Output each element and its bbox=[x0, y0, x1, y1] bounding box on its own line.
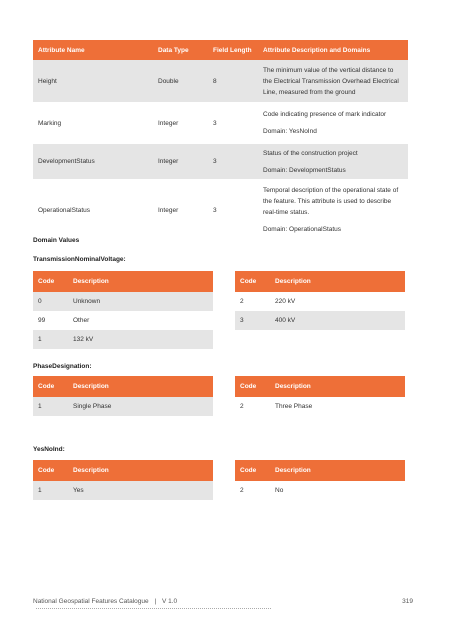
description-cell: Yes bbox=[68, 481, 213, 500]
voltage-heading: TransmissionNominalVoltage: bbox=[33, 256, 126, 263]
table-row bbox=[33, 179, 408, 241]
description-cell: 132 kV bbox=[68, 330, 213, 349]
yesno-table-right bbox=[235, 460, 405, 500]
table-row bbox=[235, 292, 405, 311]
attribute-table-header bbox=[33, 40, 408, 60]
domain-line: Domain: DevelopmentStatus bbox=[263, 166, 346, 174]
table-row bbox=[235, 481, 405, 500]
code-cell: 0 bbox=[33, 292, 68, 311]
attribute-description bbox=[258, 102, 408, 144]
code-header: Code bbox=[33, 376, 68, 397]
field-length: 8 bbox=[208, 60, 258, 102]
description-header: Description bbox=[68, 460, 213, 481]
footer-dotted-leader bbox=[36, 608, 271, 609]
attribute-name: OperationalStatus bbox=[38, 206, 91, 214]
footer-version: V 1.0 bbox=[161, 598, 178, 605]
description-cell: Three Phase bbox=[275, 403, 313, 410]
code-cell: 3 bbox=[235, 311, 270, 330]
field-length: 3 bbox=[213, 119, 217, 127]
data-type: Integer bbox=[153, 144, 208, 179]
attribute-description bbox=[258, 144, 408, 179]
table-row bbox=[235, 397, 405, 416]
code-cell: 2 bbox=[240, 403, 244, 410]
voltage-table-left bbox=[33, 271, 213, 349]
voltage-table-right bbox=[235, 271, 405, 330]
description-cell: Unknown bbox=[68, 292, 213, 311]
field-length: 3 bbox=[213, 206, 217, 214]
description-line: Status of the construction project bbox=[263, 149, 358, 157]
table-row bbox=[33, 311, 213, 330]
header-description: Attribute Description and Domains bbox=[258, 40, 408, 60]
table-row bbox=[235, 311, 405, 330]
description-line: Temporal description of the operational state of the feature. This attribute is used to describe real-time status. bbox=[263, 187, 399, 216]
domain-line: Domain: OperationalStatus bbox=[263, 226, 342, 233]
code-header: Code bbox=[235, 271, 270, 292]
table-row bbox=[33, 330, 213, 349]
attribute-name: Marking bbox=[38, 119, 62, 127]
phase-heading: PhaseDesignation: bbox=[33, 363, 92, 370]
code-cell: 1 bbox=[33, 397, 68, 416]
field-length: 3 bbox=[208, 144, 258, 179]
table-row bbox=[33, 481, 213, 500]
domain-line: Domain: YesNoInd bbox=[263, 128, 317, 135]
table-row bbox=[33, 397, 213, 416]
code-cell: 1 bbox=[33, 481, 68, 500]
attribute-name: DevelopmentStatus bbox=[33, 144, 153, 179]
yesno-table-left bbox=[33, 460, 213, 500]
description-header: Description bbox=[270, 271, 405, 292]
attribute-description: The minimum value of the vertical distance to the Electrical Transmission Overhead Electrical Line, measured from the ground bbox=[258, 60, 408, 102]
code-header: Code bbox=[33, 460, 68, 481]
phase-table-right bbox=[235, 376, 405, 416]
code-cell: 99 bbox=[38, 317, 46, 324]
description-cell: 220 kV bbox=[275, 298, 296, 305]
code-cell: 1 bbox=[33, 330, 68, 349]
description-header: Description bbox=[68, 271, 213, 292]
code-header: Code bbox=[235, 376, 270, 397]
code-cell: 2 bbox=[240, 298, 244, 305]
data-type: Integer bbox=[158, 206, 179, 214]
header-attribute-name: Attribute Name bbox=[33, 40, 153, 60]
code-header: Code bbox=[235, 460, 270, 481]
footer-separator: | bbox=[154, 598, 157, 605]
table-row bbox=[33, 292, 213, 311]
description-header: Description bbox=[270, 376, 405, 397]
table-row bbox=[33, 60, 408, 102]
attribute-description bbox=[258, 179, 408, 241]
data-type: Integer bbox=[158, 119, 179, 127]
yesno-heading: YesNoInd: bbox=[33, 446, 65, 453]
footer-title: National Geospatial Features Catalogue bbox=[33, 598, 149, 605]
description-header: Description bbox=[270, 460, 405, 481]
description-line: Code indicating presence of mark indicator bbox=[263, 111, 387, 118]
code-header: Code bbox=[33, 271, 68, 292]
description-cell: Other bbox=[73, 317, 90, 324]
table-row bbox=[33, 144, 408, 179]
page-number: 319 bbox=[402, 598, 413, 605]
header-data-type: Data Type bbox=[153, 40, 208, 60]
header-field-length: Field Length bbox=[208, 40, 258, 60]
data-type: Double bbox=[153, 60, 208, 102]
phase-table-left bbox=[33, 376, 213, 416]
description-header: Description bbox=[68, 376, 213, 397]
description-cell: Single Phase bbox=[68, 397, 213, 416]
table-row bbox=[33, 102, 408, 144]
attribute-name: Height bbox=[33, 60, 153, 102]
page-footer bbox=[33, 598, 413, 612]
attribute-table bbox=[33, 40, 408, 241]
description-cell: 400 kV bbox=[270, 311, 405, 330]
code-cell: 2 bbox=[240, 487, 244, 494]
domain-values-heading: Domain Values bbox=[33, 237, 80, 244]
description-cell: No bbox=[275, 487, 284, 494]
